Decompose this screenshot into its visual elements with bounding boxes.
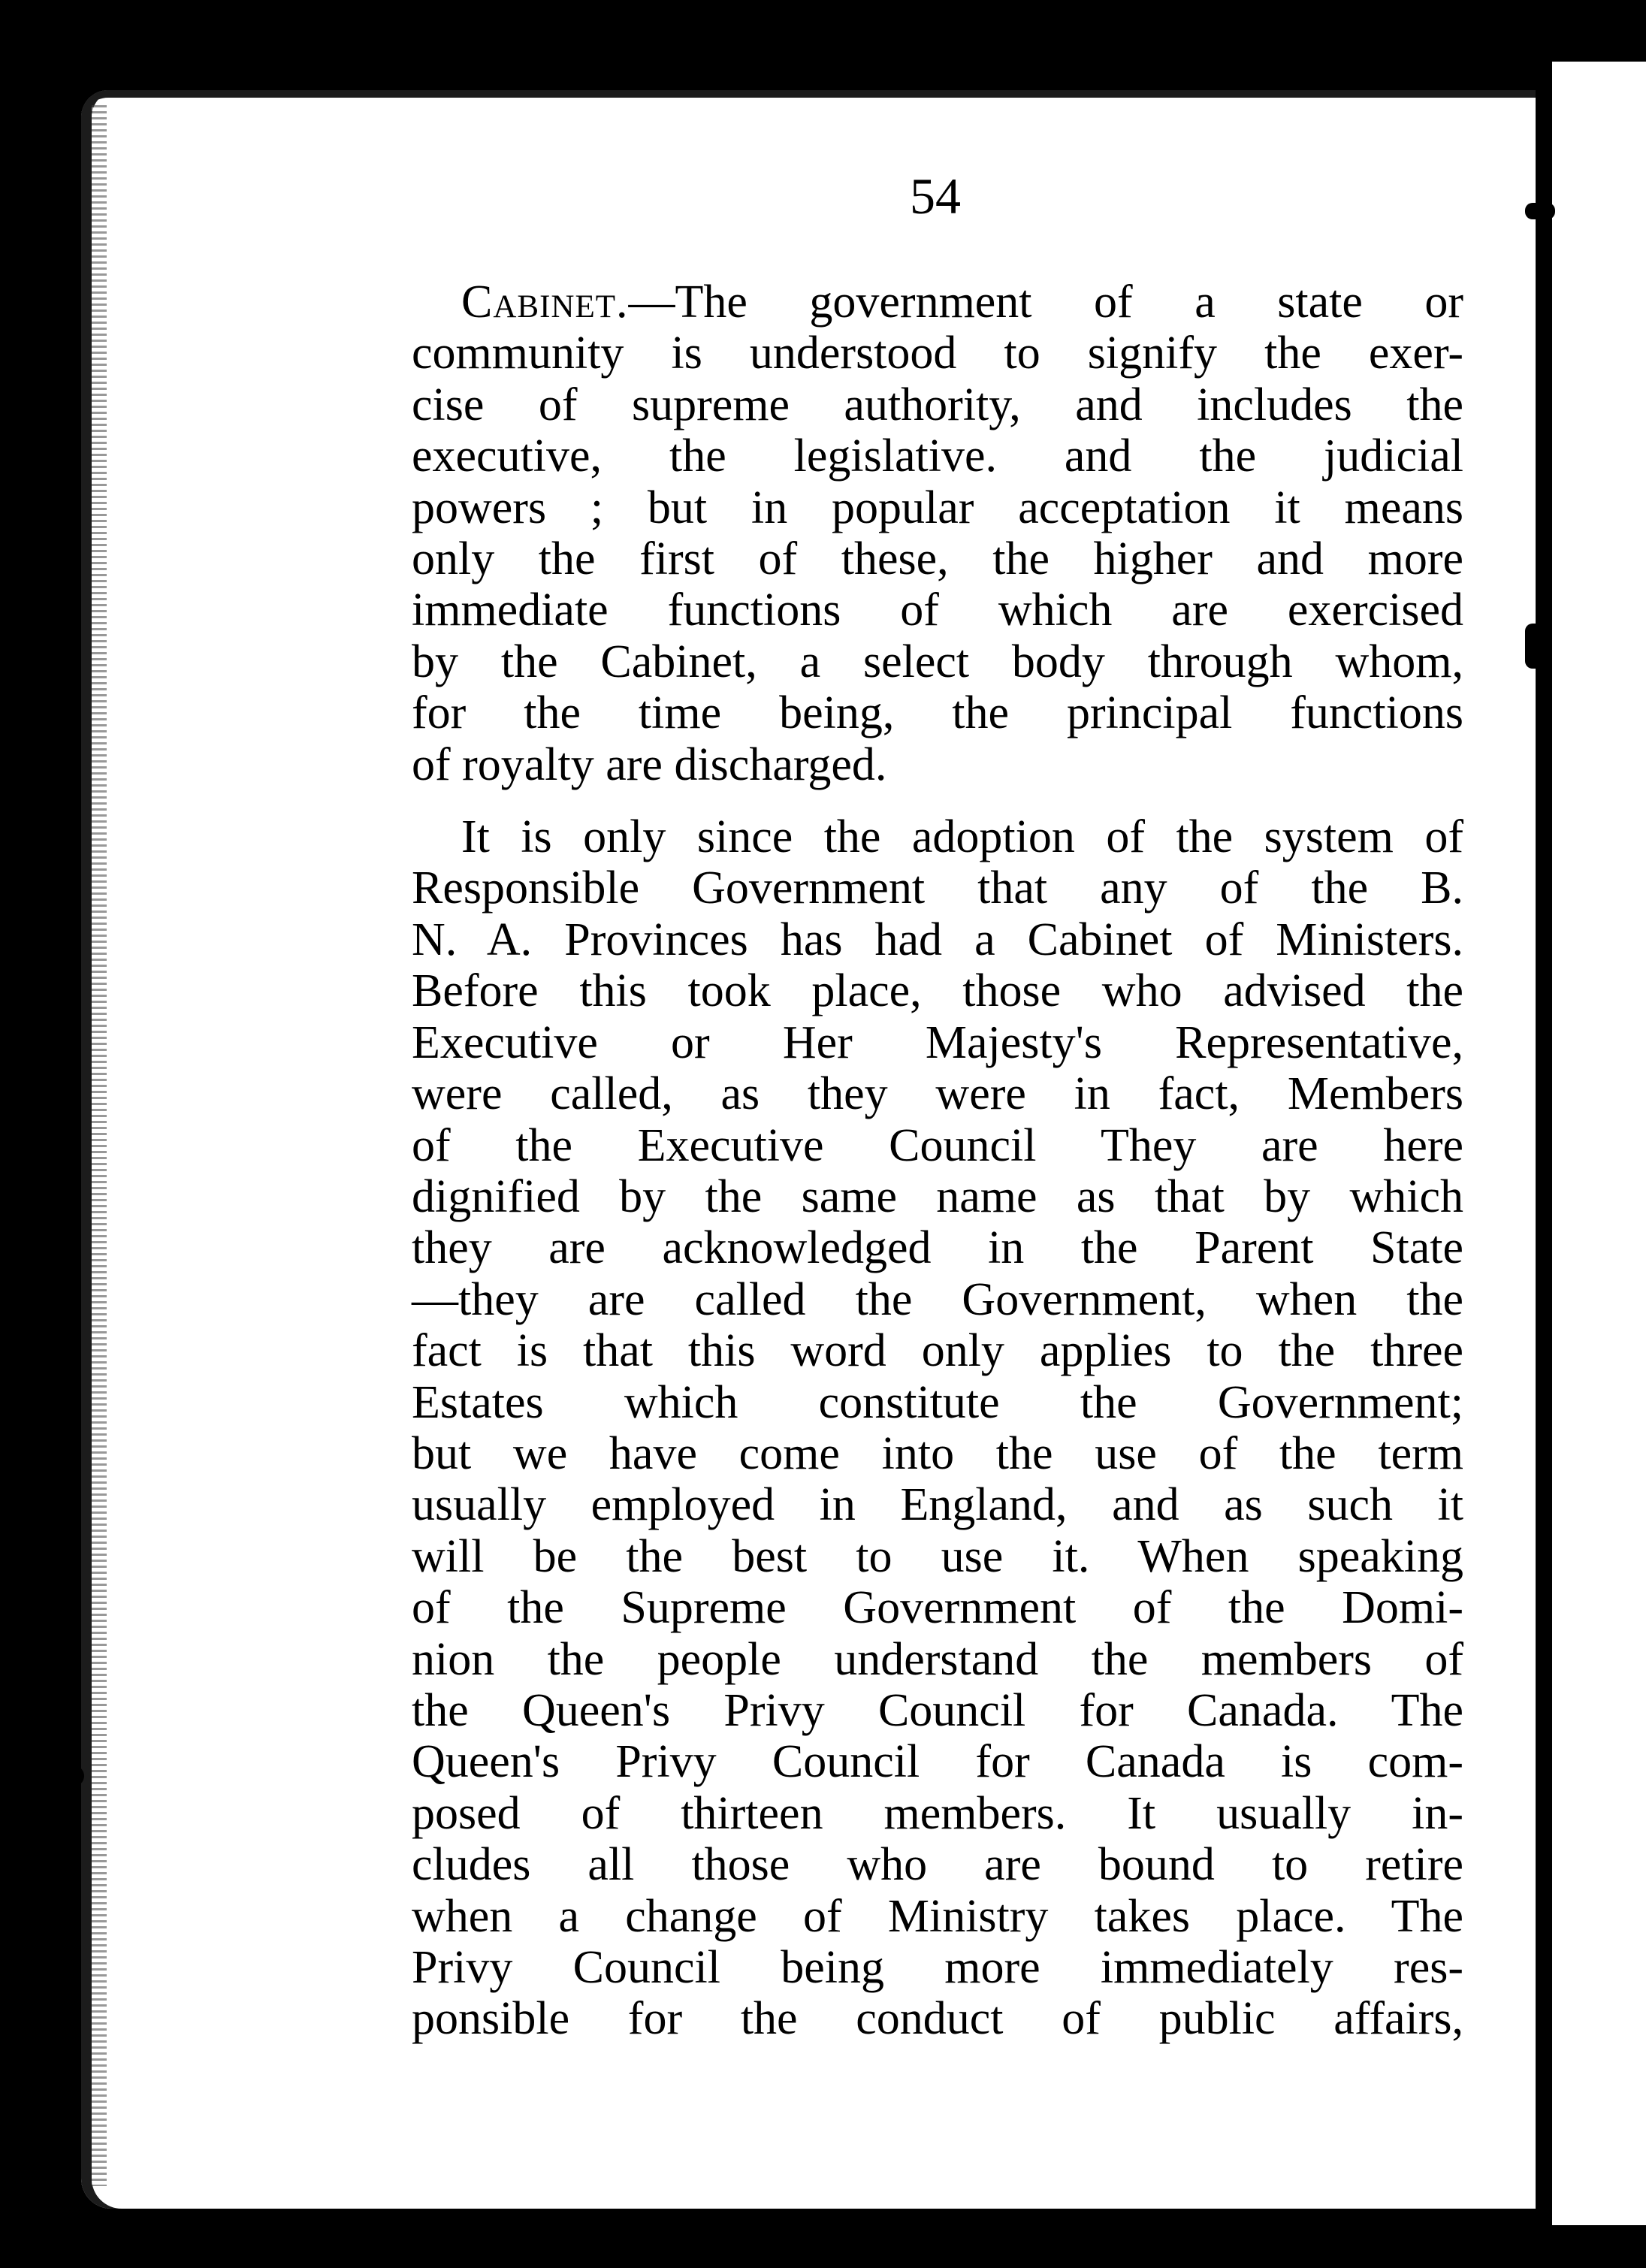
text-line: will be the best to use it. When speaking — [412, 1530, 1463, 1582]
text-line: Privy Council being more immediately res- — [412, 1942, 1463, 1993]
text-line: nion the people understand the members of — [412, 1633, 1463, 1685]
body-text — [412, 276, 1463, 2045]
text-line: but we have come into the use of the term — [412, 1427, 1463, 1479]
text-line: N. A. Provinces has had a Cabinet of Ministers. — [412, 914, 1463, 965]
text-line: Executive or Her Majesty's Representative, — [412, 1016, 1463, 1068]
text-line: of the Supreme Government of the Domi- — [412, 1582, 1463, 1634]
text-line: powers ; but in popular acceptation it means — [412, 482, 1463, 533]
text-line: the Queen's Privy Council for Canada. The — [412, 1684, 1463, 1736]
scan-speck — [44, 1765, 84, 1786]
text-line: fact is that this word only applies to the three — [412, 1325, 1463, 1377]
scan-gutter-shadow — [1536, 62, 1552, 2225]
page-number: 54 — [910, 168, 961, 225]
text-line: by the Cabinet, a select body through whom, — [412, 636, 1463, 687]
text-line: only the first of these, the higher and more — [412, 533, 1463, 585]
text-line: for the time being, the principal functions — [412, 687, 1463, 739]
text-line: posed of thirteen members. It usually in- — [412, 1787, 1463, 1839]
text-line: —they are called the Government, when the — [412, 1273, 1463, 1325]
adjacent-page-edge — [1552, 62, 1646, 2225]
text-line: of royalty are discharged. — [412, 738, 887, 790]
paragraph-responsible-government — [412, 811, 1463, 2045]
text-line: of the Executive Council They are here — [412, 1119, 1463, 1171]
text-line: Estates which constitute the Government; — [412, 1376, 1463, 1428]
text-line: Before this took place, those who advised the — [412, 965, 1463, 1017]
text-line: usually employed in England, and as such it — [412, 1479, 1463, 1531]
text-line: It is only since the adoption of the system of — [461, 811, 1463, 863]
text-line: dignified by the same name as that by which — [412, 1170, 1463, 1222]
text-line: ponsible for the conduct of public affairs, — [412, 1993, 1463, 2045]
text-line: cludes all those who are bound to retire — [412, 1839, 1463, 1891]
scan-speck — [1525, 624, 1545, 669]
text-line: immediate functions of which are exercised — [412, 584, 1463, 636]
text-line: Queen's Privy Council for Canada is com- — [412, 1736, 1463, 1788]
text-line: were called, as they were in fact, Members — [412, 1068, 1463, 1120]
text-line: they are acknowledged in the Parent State — [412, 1222, 1463, 1274]
section-heading: Cabinet. — [461, 276, 629, 328]
text-line: Cabinet.—The government of a state or — [461, 276, 1463, 328]
paragraph-cabinet — [412, 276, 1463, 790]
text-line: when a change of Ministry takes place. The — [412, 1890, 1463, 1942]
paragraph-spacer — [412, 790, 1463, 811]
text-line: executive, the legislative. and the judicial — [412, 430, 1463, 482]
page-binding-edge — [92, 105, 107, 2186]
text-line: cise of supreme authority, and includes the — [412, 379, 1463, 430]
text-line: Responsible Government that any of the B. — [412, 862, 1463, 914]
scan-speck — [1525, 203, 1555, 219]
text-line: community is understood to signify the exer- — [412, 328, 1463, 379]
